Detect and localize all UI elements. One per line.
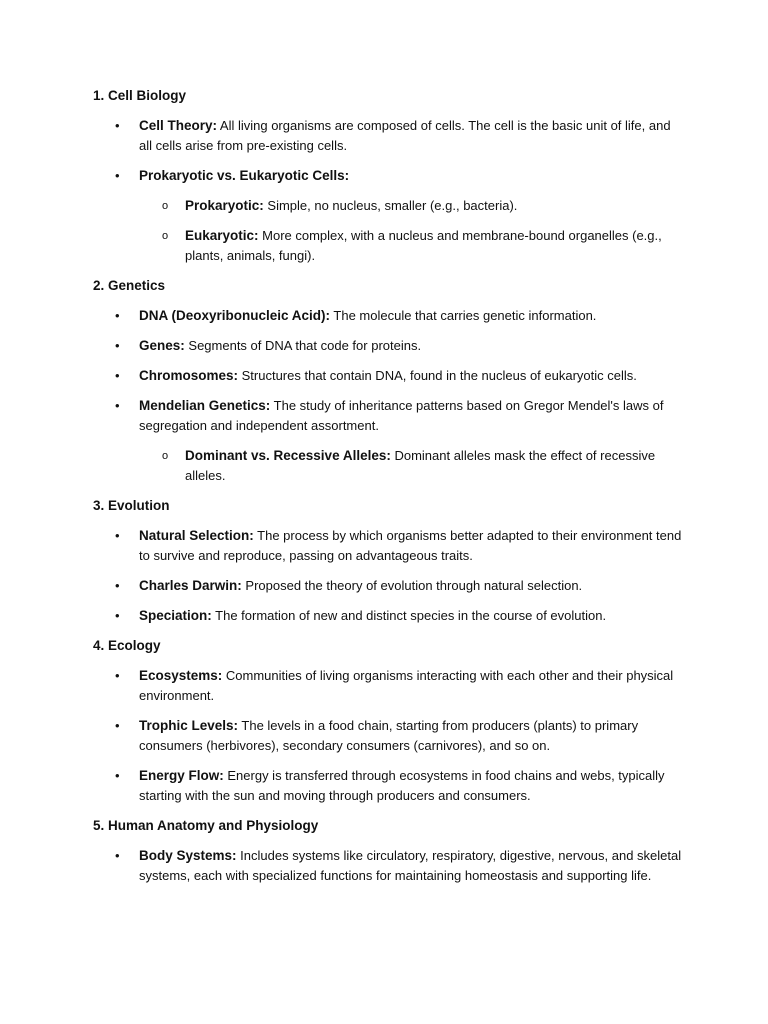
bullet-marker: •: [115, 118, 120, 133]
item-text: The study of inheritance patterns based on Gregor Mendel's laws of segregation and independent assortment.: [139, 398, 664, 433]
sub-item-dominant-vs-recessive: [162, 446, 683, 486]
document-content: [93, 86, 683, 896]
list-item-speciation: [115, 606, 683, 626]
item-term: Natural Selection:: [139, 528, 254, 543]
item-term: Trophic Levels:: [139, 718, 239, 733]
item-text: The molecule that carries genetic information.: [330, 308, 597, 323]
item-text: Simple, no nucleus, smaller (e.g., bacteria).: [263, 198, 518, 213]
item-text: Energy is transferred through ecosystems in food chains and webs, typically starting with the sun and moving through producers and consumers.: [139, 768, 665, 803]
bullet-marker: •: [115, 338, 120, 353]
item-text: More complex, with a nucleus and membrane-bound organelles (e.g., plants, animals, fungi).: [185, 228, 662, 263]
item-term: Charles Darwin:: [139, 578, 242, 593]
item-text: Structures that contain DNA, found in the nucleus of eukaryotic cells.: [238, 368, 637, 383]
bullet-marker: •: [115, 768, 120, 783]
item-term: Prokaryotic vs. Eukaryotic Cells:: [139, 168, 350, 183]
list-item-ecosystems: [115, 666, 683, 706]
item-text: The levels in a food chain, starting from producers (plants) to primary consumers (herbivores), secondary consumers (carnivores), and so on.: [139, 718, 639, 753]
item-term: Body Systems:: [139, 848, 237, 863]
section-heading-human-anatomy: 5. Human Anatomy and Physiology: [93, 818, 319, 833]
list-item-chromosomes: [115, 366, 683, 386]
list-item-cell-theory: [115, 116, 683, 156]
item-term: DNA (Deoxyribonucleic Acid):: [139, 308, 331, 323]
item-text: The process by which organisms better adapted to their environment tend to survive and reproduce, passing on advantageous traits.: [139, 528, 682, 563]
list-item-prokaryotic-vs-eukaryotic: [115, 166, 683, 186]
section-heading-ecology: 4. Ecology: [93, 638, 161, 653]
section-heading-cell-biology: 1. Cell Biology: [93, 88, 187, 103]
item-text: Communities of living organisms interacting with each other and their physical environment.: [139, 668, 674, 703]
item-term: Speciation:: [139, 608, 212, 623]
section-heading-evolution: 3. Evolution: [93, 498, 170, 513]
item-term: Genes:: [139, 338, 185, 353]
item-text: Segments of DNA that code for proteins.: [184, 338, 422, 353]
list-item-mendelian-genetics: [115, 396, 683, 436]
item-term: Cell Theory:: [139, 118, 218, 133]
bullet-marker: •: [115, 308, 120, 323]
item-text: All living organisms are composed of cells. The cell is the basic unit of life, and all cells arise from pre-existing cells.: [139, 118, 671, 153]
bullet-marker: •: [115, 368, 120, 383]
bullet-marker: •: [115, 608, 120, 623]
list-item-body-systems: [115, 846, 683, 886]
item-text: Includes systems like circulatory, respiratory, digestive, nervous, and skeletal systems, each with specialized functions for maintaining homeostasis and supporting life.: [139, 848, 682, 883]
section-heading-genetics: 2. Genetics: [93, 278, 166, 293]
sub-item-prokaryotic: [162, 196, 683, 216]
sub-bullet-marker: o: [162, 200, 169, 212]
bullet-marker: •: [115, 668, 120, 683]
item-term: Eukaryotic:: [185, 228, 259, 243]
item-text: Proposed the theory of evolution through natural selection.: [241, 578, 583, 593]
item-term: Energy Flow:: [139, 768, 224, 783]
list-item-dna: [115, 306, 683, 326]
item-term: Ecosystems:: [139, 668, 223, 683]
item-term: Prokaryotic:: [185, 198, 264, 213]
item-text: The formation of new and distinct species in the course of evolution.: [211, 608, 607, 623]
bullet-marker: •: [115, 718, 120, 733]
bullet-marker: •: [115, 168, 120, 183]
sub-bullet-marker: o: [162, 230, 169, 242]
list-item-charles-darwin: [115, 576, 683, 596]
list-item-genes: [115, 336, 683, 356]
sub-item-eukaryotic: [162, 226, 683, 266]
list-item-trophic-levels: [115, 716, 683, 756]
item-term: Dominant vs. Recessive Alleles:: [185, 448, 391, 463]
list-item-natural-selection: [115, 526, 683, 566]
item-term: Chromosomes:: [139, 368, 239, 383]
bullet-marker: •: [115, 528, 120, 543]
list-item-energy-flow: [115, 766, 683, 806]
bullet-marker: •: [115, 848, 120, 863]
item-term: Mendelian Genetics:: [139, 398, 271, 413]
item-text: Dominant alleles mask the effect of recessive alleles.: [185, 448, 656, 483]
bullet-marker: •: [115, 578, 120, 593]
bullet-marker: •: [115, 398, 120, 413]
sub-bullet-marker: o: [162, 450, 169, 462]
